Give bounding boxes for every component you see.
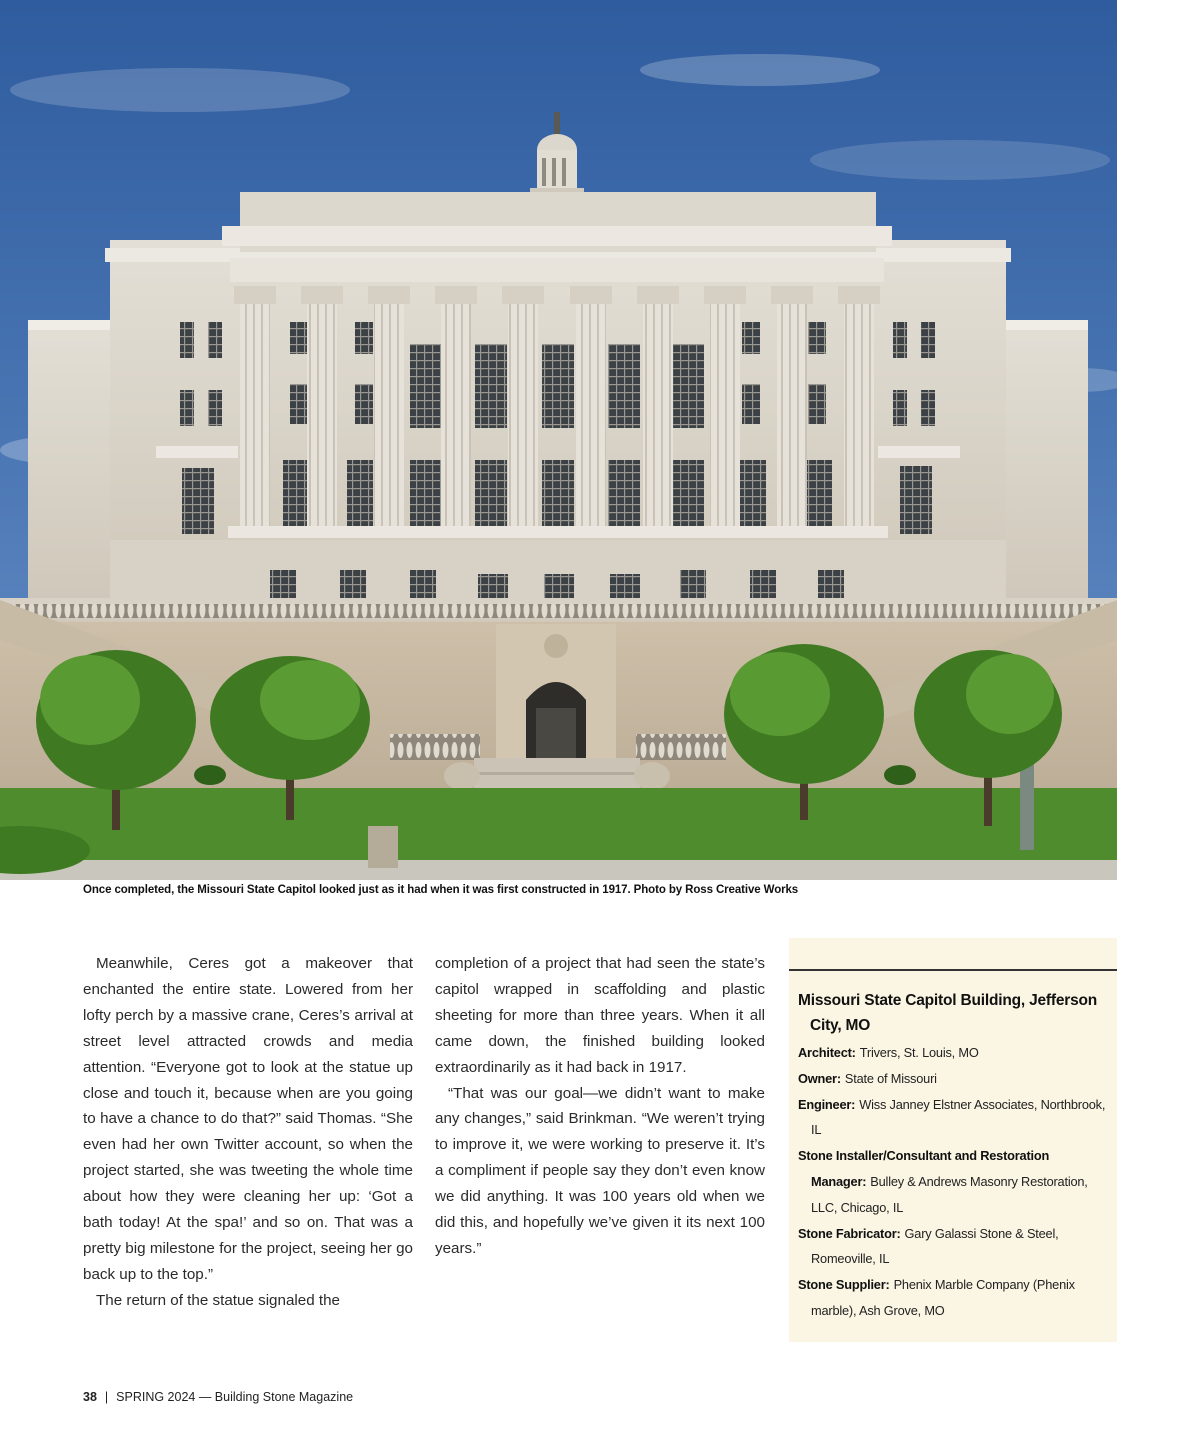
page-number: 38	[83, 1390, 97, 1404]
paragraph: “That was our goal—we didn’t want to make any changes,” said Brinkman. “We weren’t trying to improve it, we were working to preserve it. It’s a compliment if people say they don’t even know we did anything. It was 100 years old when we did this, and hopefully we’ve given it its next 100 years.”	[435, 1084, 765, 1257]
paragraph: Meanwhile, Ceres got a makeover that enchanted the entire state. Lowered from her lofty perch by a massive crane, Ceres’s arrival at street level attracted crowds and media attention. “Everyone got to look at the statue up close and touch it, because when are you going to have a chance to do that?” said Thomas. “She even had her own Twitter account, so when the project started, she was tweeting the whole time about how they were cleaning her up: ‘Got a bath today! At the spa!’ and so on. That was a pretty big milestone for the project, seeing her go back up to the top.”	[83, 955, 413, 1283]
credit-value: Gary Galassi Stone & Steel, Romeoville, IL	[811, 1225, 1059, 1267]
credit-label: Stone Installer/Consultant and Restoration Manager:	[798, 1148, 1050, 1189]
credit-stone-supplier	[798, 1272, 1108, 1324]
credit-value: State of Missouri	[844, 1070, 937, 1086]
project-credits-sidebar	[789, 938, 1117, 1342]
credit-stone-fabricator	[798, 1221, 1108, 1273]
credit-label: Architect:	[798, 1045, 856, 1060]
credit-label: Owner:	[798, 1070, 841, 1086]
credit-value: Trivers, St. Louis, MO	[859, 1045, 979, 1060]
credits-list	[798, 1040, 1108, 1324]
page-footer	[83, 1390, 353, 1404]
credit-label: Stone Fabricator:	[798, 1225, 901, 1241]
sidebar-divider	[789, 969, 1117, 971]
credit-architect	[798, 1040, 1108, 1066]
issue-label: SPRING 2024 — Building Stone Magazine	[116, 1390, 354, 1404]
footer-separator: |	[104, 1390, 109, 1404]
credit-engineer	[798, 1092, 1108, 1144]
credit-value: Bulley & Andrews Masonry Restoration, LLC, Chicago, IL	[811, 1173, 1088, 1215]
sidebar-title: Missouri State Capitol Building, Jefferson City, MO	[798, 992, 1098, 1034]
credit-label: Engineer:	[798, 1096, 856, 1112]
paragraph: The return of the statue signaled the	[96, 1291, 341, 1309]
article-column-1	[83, 951, 413, 1314]
credit-owner	[798, 1066, 1108, 1092]
credit-value: Phenix Marble Company (Phenix marble), Ash Grove, MO	[811, 1277, 1075, 1318]
article-column-2	[435, 951, 765, 1262]
paragraph: completion of a project that had seen the state’s capitol wrapped in scaffolding and plastic sheeting for more than three years. When it all came down, the finished building looked extraordinarily as it had back in 1917.	[435, 955, 765, 1076]
credit-stone-installer	[798, 1143, 1108, 1220]
photo-caption: Once completed, the Missouri State Capitol looked just as it had when it was first constructed in 1917. Photo by Ross Creative Works	[83, 884, 799, 896]
credit-value: Wiss Janney Elstner Associates, Northbrook, IL	[811, 1096, 1106, 1138]
credit-label: Stone Supplier:	[798, 1277, 890, 1293]
